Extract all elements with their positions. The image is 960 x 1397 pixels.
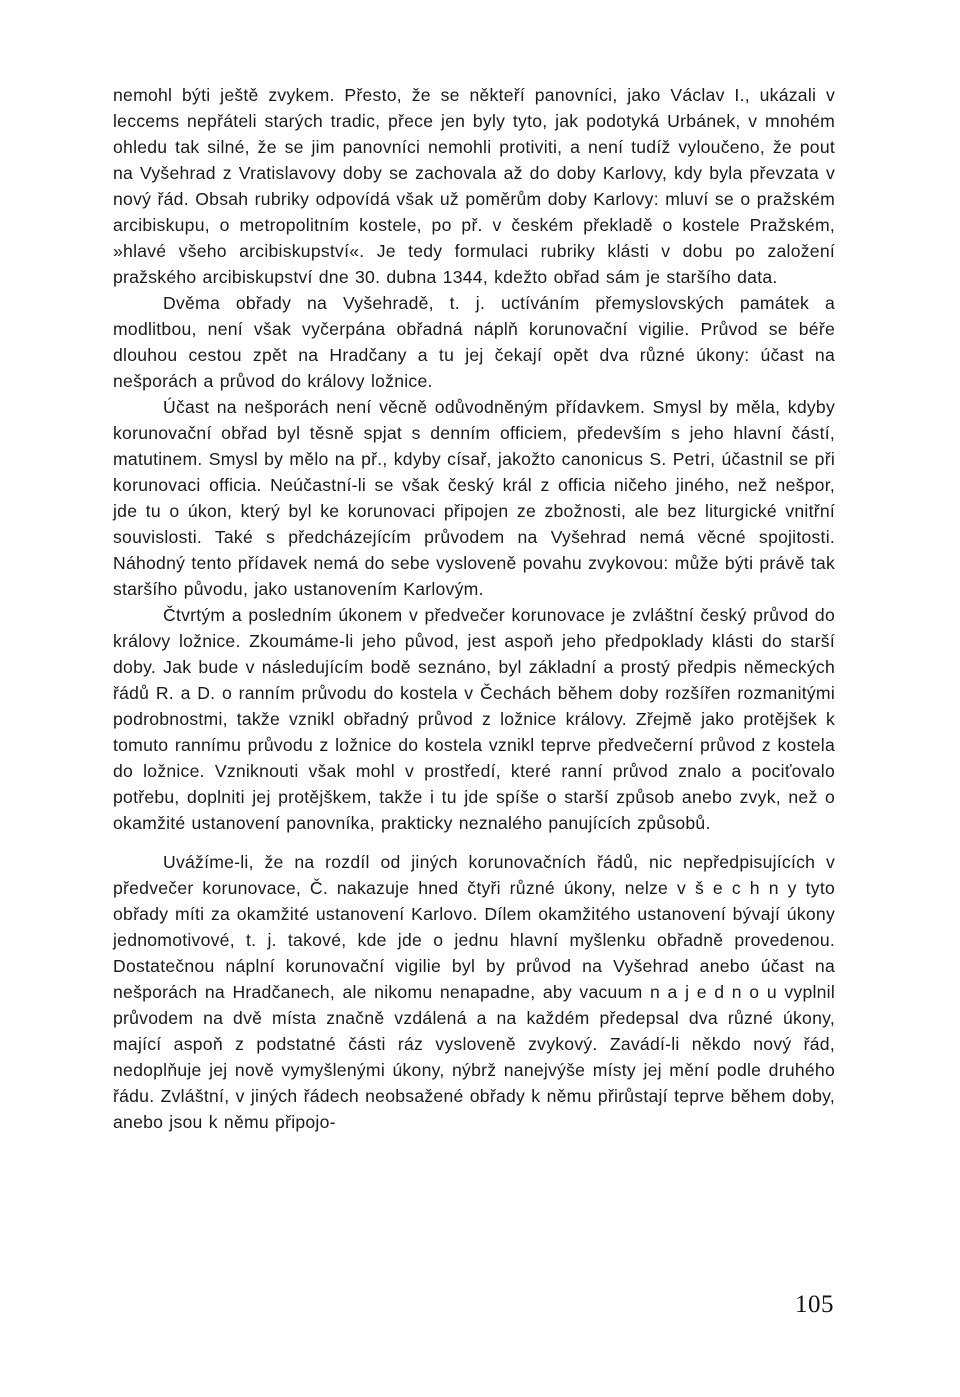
page-number: 105 — [795, 1291, 834, 1318]
paragraph-1: nemohl býti ještě zvykem. Přesto, že se někteří panovníci, jako Václav I., ukázali v leccems nepřáteli starých tradic, přece jen byly tyto, jak podotyká Urbánek, v mnohém ohledu tak silné, že se jim panovníci nemohli protiviti, a není tudíž vyloučeno, že pout na Vyšehrad z Vratislavovy doby se zachovala až do doby Karlovy, kdy byla převzata v nový řád. Obsah rubriky odpovídá však už poměrům doby Karlovy: mluví se o pražském arcibiskupu, o metropolitním kostele, po př. v českém překladě o kostele Pražském, »hlavé všeho arcibiskupství«. Je tedy formulaci rubriky klásti v dobu po založení pražského arcibiskupství dne 30. dubna 1344, kdežto obřad sám je staršího data. — [113, 85, 835, 287]
paragraph-3: Účast na nešporách není věcně odůvodněným přídavkem. Smysl by měla, kdyby korunovační obřad byl těsně spjat s denním officiem, především s jeho hlavní částí, matutinem. Smysl by mělo na př., kdyby císař, jakožto canonicus S. Petri, účastnil se při korunovaci officia. Neúčastní-li se však český král z officia ničeho jiného, než nešpor, jde tu o úkon, který byl ke korunovaci připojen ze zbožnosti, ale bez liturgické vnitřní souvislosti. Také s předcházejícím průvodem na Vyšehrad nemá věcné spojitosti. Náhodný tento přídavek nemá do sebe vysloveně povahu zvykovou: může býti právě tak staršího původu, jako ustanovením Karlovým. — [113, 397, 835, 599]
paragraph-4: Čtvrtým a posledním úkonem v předvečer korunovace je zvláštní český průvod do královy ložnice. Zkoumáme-li jeho původ, jest aspoň jeho předpoklady klásti do starší doby. Jak bude v následujícím bodě seznáno, byl základní a prostý předpis německých řádů R. a D. o ranním průvodu do kostela v Čechách během doby rozšířen rozmanitými podrobnostmi, takže vznikl obřadný průvod z ložnice královy. Zřejmě jako protějšek k tomuto rannímu průvodu z ložnice do kostela vznikl teprve předvečerní průvod z kostela do ložnice. Vzniknouti však mohl v prostředí, které ranní průvod znalo a pociťovalo potřebu, doplniti jej protějškem, takže i tu jde spíše o starší způsob anebo zvyk, než o okamžité ustanovení panovníka, prakticky neznalého panujících způsobů. — [113, 605, 835, 833]
page-body — [113, 82, 835, 1135]
paragraph-5: Uvážíme-li, že na rozdíl od jiných korunovačních řádů, nic nepředpisujících v předvečer korunovace, Č. nakazuje hned čtyři různé úkony, nelze v š e c h n y tyto obřady míti za okamžité ustanovení Karlovo. Dílem okamžitého ustanovení bývají úkony jednomotivové, t. j. takové, kde jde o jednu hlavní myšlenku obřadně provedenou. Dostatečnou náplní korunovační vigilie byl by průvod na Vyšehrad anebo účast na nešporách na Hradčanech, ale nikomu nenapadne, aby vacuum n a j e d n o u vyplnil průvodem na dvě místa značně vzdálená a na každém předepsal dva různé úkony, mající aspoň z podstatné části ráz vysloveně zvykový. Zavádí-li někdo nový řád, nedoplňuje jej nově vymyšlenými úkony, nýbrž nanejvýše místy jej mění podle druhého řádu. Zvláštní, v jiných řádech neobsažené obřady k němu přirůstají teprve během doby, anebo jsou k němu připojo- — [113, 852, 835, 1132]
paragraph-2: Dvěma obřady na Vyšehradě, t. j. uctíváním přemyslovských památek a modlitbou, není však vyčerpána obřadná náplň korunovační vigilie. Průvod se béře dlouhou cestou zpět na Hradčany a tu jej čekají opět dva různé úkony: účast na nešporách a průvod do královy ložnice. — [113, 293, 835, 391]
